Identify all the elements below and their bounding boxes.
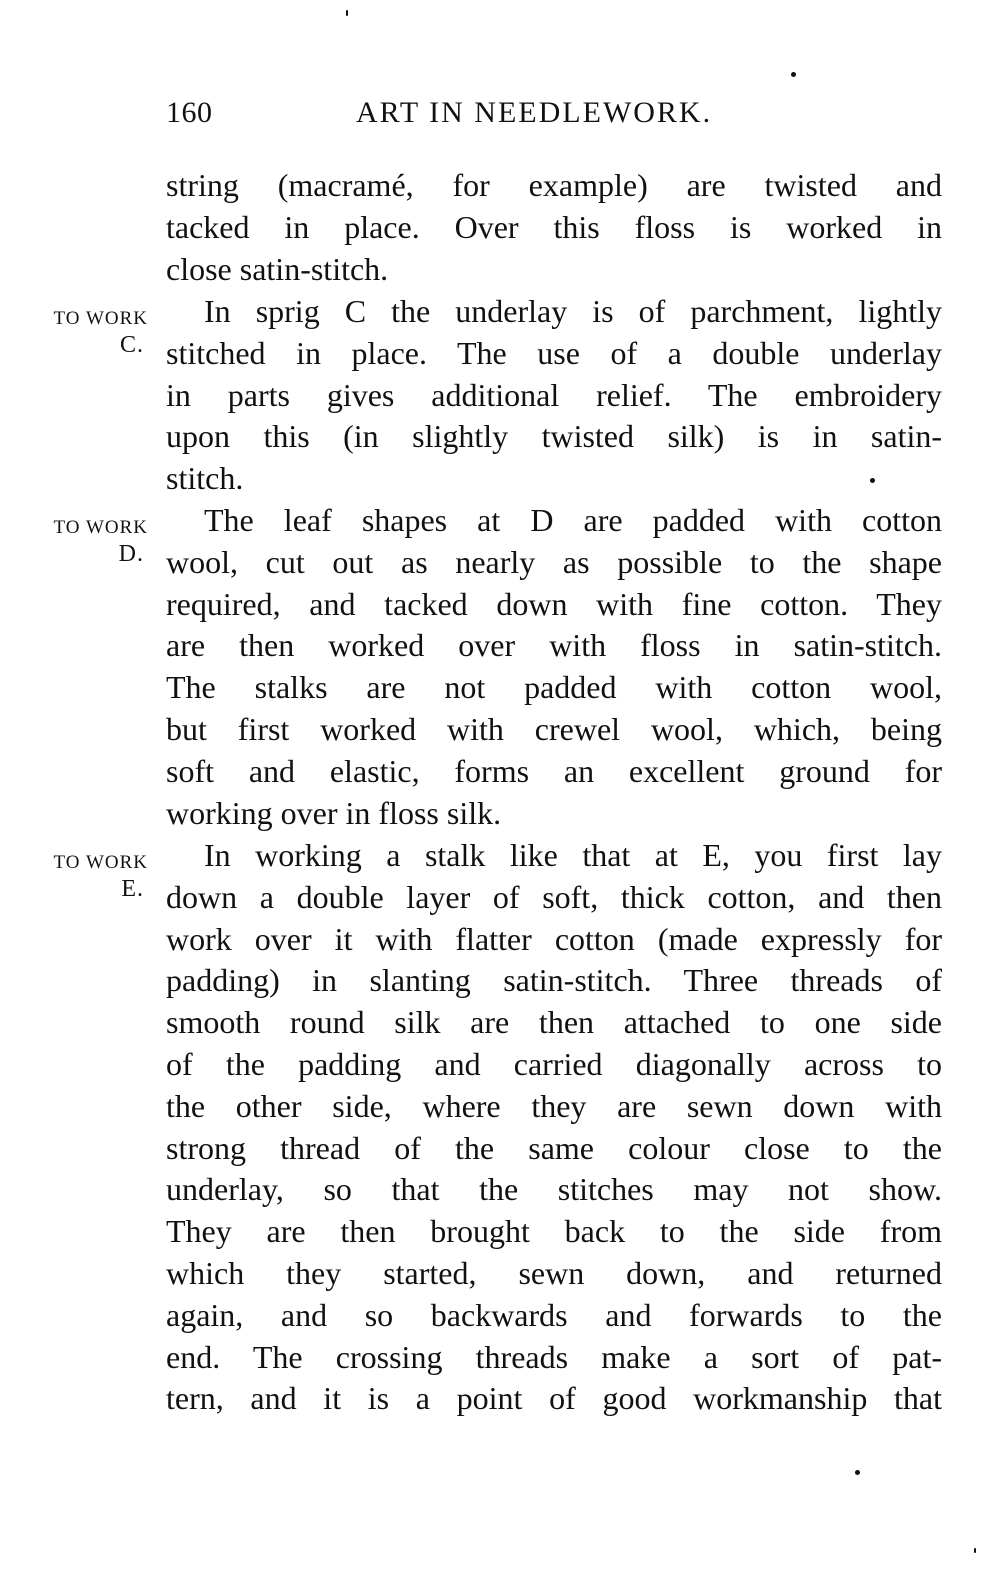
text-line: In sprig C the underlay is of parchment, lightly xyxy=(204,293,942,329)
page-number: 160 xyxy=(166,96,213,129)
margin-note-label: TO WORK xyxy=(53,852,148,873)
paragraph-leaf-d xyxy=(166,500,942,834)
margin-note-letter: C. xyxy=(119,332,144,358)
text-line: stitched in place. The use of a double underlay xyxy=(166,334,942,371)
text-line: soft and elastic, forms an excellent ground for xyxy=(166,752,942,789)
paragraph-continuation xyxy=(166,165,942,290)
text-line: upon this (in slightly twisted silk) is in satin- xyxy=(166,418,942,455)
text-line: The stalks are not padded with cotton wool, xyxy=(166,669,942,706)
text-line: In working a stalk like that at E, you first lay xyxy=(204,837,942,873)
paragraph-sprig-c xyxy=(166,291,942,500)
running-header xyxy=(166,96,942,140)
margin-note-c xyxy=(30,306,148,358)
text-line: smooth round silk are then attached to one side xyxy=(166,1004,942,1041)
margin-note-letter: D. xyxy=(118,541,144,567)
text-line: again, and so backwards and forwards to the xyxy=(166,1296,942,1333)
margin-note-label: TO WORK xyxy=(53,308,148,329)
text-line: stitch. xyxy=(166,460,244,497)
text-line: in parts gives additional relief. The embroidery xyxy=(166,376,942,413)
margin-note-e xyxy=(30,850,148,902)
text-line: are then worked over with floss in satin-stitch. xyxy=(166,627,942,664)
text-line: required, and tacked down with fine cotton. They xyxy=(166,585,942,622)
text-line: of the padding and carried diagonally across to xyxy=(166,1045,942,1082)
text-line: down a double layer of soft, thick cotton, and then xyxy=(166,878,942,915)
scan-speck xyxy=(791,72,796,77)
scan-speck xyxy=(974,1548,976,1553)
text-line: The leaf shapes at D are padded with cotton xyxy=(204,502,942,538)
text-line: end. The crossing threads make a sort of pat- xyxy=(166,1338,942,1375)
text-line: underlay, so that the stitches may not show. xyxy=(166,1171,942,1208)
text-line: which they started, sewn down, and returned xyxy=(166,1254,942,1291)
scan-speck xyxy=(346,10,348,16)
text-line: wool, cut out as nearly as possible to the shape xyxy=(166,543,942,580)
text-line: work over it with flatter cotton (made expressly for xyxy=(166,920,942,957)
text-line: tern, and it is a point of good workmanship that xyxy=(166,1380,942,1417)
text-line: string (macramé, for example) are twisted and xyxy=(166,167,942,203)
text-line: strong thread of the same colour close to the xyxy=(166,1129,942,1166)
running-title: ART IN NEEDLEWORK. xyxy=(356,96,713,129)
text-line: padding) in slanting satin-stitch. Three threads of xyxy=(166,962,942,999)
margin-note-d xyxy=(30,515,148,567)
text-line: close satin-stitch. xyxy=(166,250,389,287)
text-line: but first worked with crewel wool, which, being xyxy=(166,710,942,747)
margin-note-letter: E. xyxy=(121,876,144,902)
text-line: tacked in place. Over this floss is worked in xyxy=(166,208,942,245)
text-line: working over in floss silk. xyxy=(166,794,502,831)
margin-note-label: TO WORK xyxy=(53,517,148,538)
text-line: They are then brought back to the side from xyxy=(166,1213,942,1250)
scan-speck xyxy=(870,478,875,483)
scan-speck xyxy=(855,1470,860,1475)
paragraph-stalk-e xyxy=(166,835,942,1420)
text-line: the other side, where they are sewn down with xyxy=(166,1087,942,1124)
